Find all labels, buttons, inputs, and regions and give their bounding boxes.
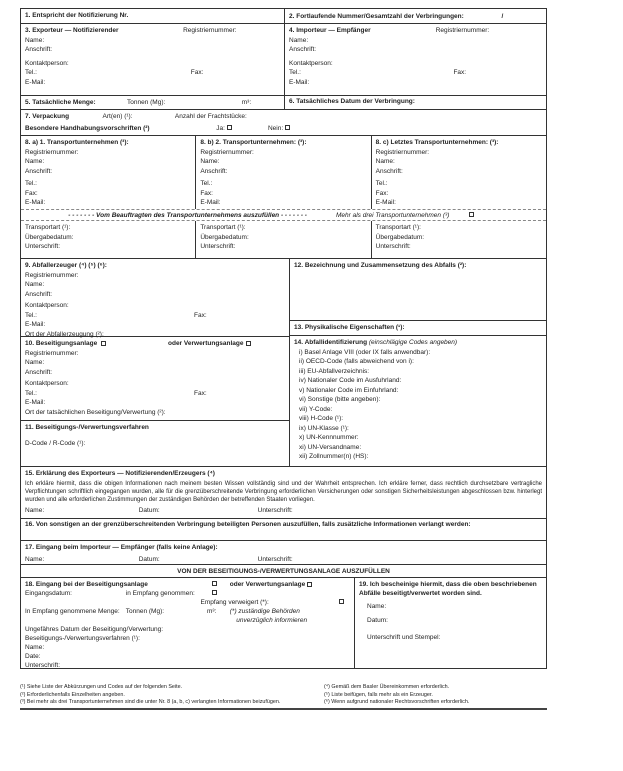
left-column-9-11 <box>21 259 289 466</box>
receipt-recovery-facility-checkbox[interactable] <box>307 582 312 587</box>
notify-authorities-note-line1: (*) zuständige Behörden <box>229 608 300 615</box>
fax-label: Fax: <box>200 189 213 197</box>
row-packaging <box>21 110 546 136</box>
section-9-title: 9. Abfallerzeuger (⁴) (⁵) (⁶): <box>25 262 107 269</box>
waste-code-h: viii) H-Code (¹): <box>299 415 344 422</box>
section-5-quantity <box>21 96 284 109</box>
section-8a-title: 8. a) 1. Transportunternehmen (³): <box>25 139 129 146</box>
serial-slash: / <box>501 13 504 20</box>
fax-label: Fax: <box>190 69 204 76</box>
section-19-certificate <box>354 578 546 668</box>
section-11-title: 11. Beseitigungs-/Verwertungsverfahren <box>25 424 149 431</box>
notify-authorities-note-line2: unverzüglich informieren <box>236 617 308 624</box>
transfer-date-label: Übergabedatum: <box>375 233 425 241</box>
section-16-title: 16. Von sonstigen an der grenzüberschreitenden Verbringung beteiligten Personen auszufüllen, falls zusätzliche Informationen verlangt werden: <box>25 521 471 528</box>
row-generator-waste <box>21 259 546 467</box>
declaration-text: Ich erkläre hiermit, dass die obigen Informationen nach meinem besten Wissen vollständig sind und der Wahrheit entsprechen. Ich erkläre ferner, dass rechtlich durchsetzbare vertragliche Verpflichtungen schriftlich eingegangen wurden, alle für die grenzüberschreitende Verbringung erforderlichen Versicherungen oder sonstigen Sicherheitsleistungen abgeschlossen bzw. hinterlegt wurden und alle erforderlichen Zustimmungen der zuständigen Behörden der betreffenden Staaten vorliegen. <box>25 480 542 503</box>
waste-code-import-country: v) Nationaler Code im Einfuhrland: <box>299 386 399 394</box>
row-facility-receipt <box>21 578 546 668</box>
carrier-2-signature <box>195 221 370 258</box>
means-of-transport-label: Transportart (¹): <box>375 224 421 231</box>
address-label: Anschrift: <box>200 167 228 175</box>
registration-number-label: Registriernummer: <box>25 271 79 279</box>
waste-movement-form <box>20 8 547 669</box>
fax-label: Fax: <box>375 189 389 197</box>
d-r-code-label: D-Code / R-Code (¹): <box>25 439 86 447</box>
facility-banner-title: VON DER BESEITIGUNGS-/VERWERTUNGSANLAGE AUSZUFÜLLEN <box>177 568 390 575</box>
waste-code-eu-list: iii) EU-Abfallverzeichnis: <box>299 367 370 375</box>
section-4-importer <box>284 24 546 95</box>
carrier-1-signature <box>21 221 195 258</box>
received-label: in Empfang genommen: <box>125 590 195 597</box>
section-10-title: 10. Beseitigungsanlage <box>25 340 98 347</box>
rejected-label: Empfang verweigert (*): <box>200 599 269 606</box>
waste-code-customs: xii) Zollnummer(n) (HS): <box>299 453 369 460</box>
cubic-metres-label: m³: <box>241 99 252 106</box>
email-label: E-Mail: <box>25 199 46 206</box>
fax-label: Fax: <box>194 311 207 319</box>
signature-label: Unterschrift: <box>257 506 293 514</box>
name-label: Name: <box>25 359 45 366</box>
email-label: E-Mail: <box>289 78 310 86</box>
yes-label: Ja: <box>216 124 232 134</box>
footnote-6: (⁶) Wenn aufgrund nationaler Rechtsvorschriften erforderlich. <box>324 699 470 706</box>
section-19-title: 19. Ich bescheinige hiermit, dass die oben beschriebenen Abfälle beseitigt/verwertet worden sind. <box>359 581 537 597</box>
section-5-title: 5. Tatsächliche Menge: <box>25 99 96 106</box>
tel-label: Tel.: <box>200 180 213 187</box>
registration-number-label: Registriernummer: <box>435 27 490 34</box>
row-carriers <box>21 136 546 210</box>
rejected-checkbox[interactable] <box>339 599 344 604</box>
signature-label: Unterschrift: <box>375 243 411 250</box>
means-of-transport-label: Transportart (¹): <box>25 224 71 231</box>
approx-treatment-date-label: Ungefähres Datum der Beseitigung/Verwertung: <box>25 626 164 633</box>
signature-label: Unterschrift: <box>257 555 293 563</box>
waste-code-basel: i) Basel Anlage VIII (oder IX falls anwendbar): <box>299 348 431 356</box>
contact-person-label: Kontaktperson: <box>25 302 69 309</box>
receipt-disposal-facility-checkbox[interactable] <box>212 581 217 586</box>
operation-code-label: Beseitigungs-/Verwertungsverfahren (¹): <box>25 635 140 642</box>
receipt-date-label: Eingangsdatum: <box>25 590 72 597</box>
transfer-date-label: Übergabedatum: <box>200 233 249 241</box>
tel-label: Tel.: <box>25 389 37 397</box>
section-1 <box>21 9 284 23</box>
tonnes-label: Tonnen (Mg): <box>127 99 166 106</box>
section-12-title: 12. Bezeichnung und Zusammensetzung des Abfalls (²): <box>294 262 467 269</box>
section-14-identification <box>290 336 546 465</box>
contact-person-label: Kontaktperson: <box>289 59 333 67</box>
address-label: Anschrift: <box>25 368 53 376</box>
row-quantity-date <box>21 96 546 110</box>
or-recovery-facility-label: oder Verwertungsanlage <box>168 339 251 349</box>
name-label: Name: <box>289 36 309 44</box>
section-9-generator <box>21 259 289 337</box>
no-label: Nein: <box>268 124 290 134</box>
section-1-title: 1. Entspricht der Notifizierung Nr. <box>25 12 129 19</box>
section-8c-title: 8. c) Letztes Transportunternehmen: (³): <box>375 139 499 146</box>
email-label: E-Mail: <box>25 321 46 328</box>
special-handling-yes-checkbox[interactable] <box>227 125 232 130</box>
email-label: E-Mail: <box>375 199 396 206</box>
fill-by-carrier-label: - - - - - - - Vom Beauftragten des Transportunternehmens auszufüllen - - - - - - - <box>68 212 307 219</box>
section-7-title: 7. Verpackung <box>25 113 70 120</box>
section-6-title: 6. Tatsächliches Datum der Verbringung: <box>289 98 415 105</box>
carrier-representative-header <box>21 210 546 221</box>
special-handling-label: Besondere Handhabungsvorschriften (²) <box>25 124 150 132</box>
section-8a-carrier <box>21 136 195 209</box>
contact-person-label: Kontaktperson: <box>25 380 69 387</box>
section-2 <box>284 9 546 23</box>
date-label: Datum: <box>138 555 160 563</box>
name-label: Name: <box>25 281 45 288</box>
section-7-packaging <box>21 110 546 135</box>
tel-label: Tel.: <box>25 180 37 187</box>
date-label: Date: <box>25 653 41 660</box>
tel-label: Tel.: <box>375 180 388 187</box>
fax-label: Fax: <box>194 389 207 397</box>
email-label: E-Mail: <box>25 399 46 406</box>
row-notification <box>21 9 546 24</box>
packaging-types-label: Art(en) (¹): <box>102 113 133 120</box>
email-label: E-Mail: <box>25 78 46 86</box>
carrier-3-signature <box>371 221 546 258</box>
cubic-metres-label: m³: <box>207 608 217 615</box>
registration-number-label: Registriernummer: <box>183 27 237 34</box>
date-label: Datum: <box>367 616 388 624</box>
name-label: Name: <box>375 158 395 165</box>
name-label: Name: <box>25 555 45 563</box>
waste-code-un-shipping-name: xi) UN-Versandname: <box>299 443 362 451</box>
email-label: E-Mail: <box>200 199 221 206</box>
recovery-facility-checkbox[interactable] <box>246 341 251 346</box>
transfer-date-label: Übergabedatum: <box>25 233 74 241</box>
section-3-title: 3. Exporteur — Notifizierender <box>25 27 119 34</box>
section-6-date <box>284 96 546 109</box>
footnote-5: (⁵) Liste beifügen, falls mehr als ein Erzeuger. <box>324 691 433 698</box>
section-18-facility-receipt <box>21 578 354 668</box>
more-than-three-carriers-label: Mehr als drei Transportunternehmen (³) <box>336 212 450 219</box>
name-label: Name: <box>25 36 45 44</box>
name-label: Name: <box>200 158 220 165</box>
name-label: Name: <box>25 644 45 651</box>
section-10-facility <box>21 337 289 421</box>
fax-label: Fax: <box>453 69 467 76</box>
registration-number-label: Registriernummer: <box>25 349 79 357</box>
tel-label: Tel.: <box>25 311 37 319</box>
waste-code-export-country: iv) Nationaler Code im Ausfuhrland: <box>299 377 402 384</box>
waste-code-other: vi) Sonstige (bitte angeben): <box>299 396 381 403</box>
footnote-3: (³) Bei mehr als drei Transportunternehmen sind die unter Nr. 8 (a, b, c) verlangten Informationen beizufügen. <box>20 699 281 706</box>
footnotes-right <box>324 684 469 707</box>
name-label: Name: <box>25 158 45 165</box>
signature-label: Unterschrift: <box>25 243 61 250</box>
waste-code-y: vii) Y-Code: <box>299 405 333 413</box>
address-label: Anschrift: <box>375 167 403 175</box>
tel-label: Tel.: <box>25 69 37 76</box>
section-17-importer-receipt <box>21 541 546 564</box>
footnote-2: (²) Erforderlichenfalls Einzelheiten angeben. <box>20 691 125 698</box>
row-importer-receipt <box>21 541 546 565</box>
address-label: Anschrift: <box>25 46 53 53</box>
row-declaration <box>21 467 546 519</box>
address-label: Anschrift: <box>25 167 53 175</box>
special-handling-no-checkbox[interactable] <box>285 125 290 130</box>
section-14-title: 14. Abfallidentifizierung <box>294 339 368 346</box>
name-label: Name: <box>367 603 387 610</box>
row-other-parties <box>21 519 546 541</box>
received-checkbox[interactable] <box>212 590 217 595</box>
disposal-facility-checkbox[interactable] <box>101 341 106 346</box>
registration-number-label: Registriernummer: <box>200 148 254 156</box>
waste-code-un-class: ix) UN-Klasse (¹): <box>299 424 349 432</box>
means-of-transport-label: Transportart (¹): <box>200 224 246 231</box>
waste-code-un-number: x) UN-Kennnummer: <box>299 434 359 441</box>
section-3-exporter <box>21 24 284 95</box>
more-than-three-carriers-checkbox[interactable] <box>469 212 474 217</box>
waste-code-oecd: ii) OECD-Code (falls abweichend von i): <box>299 358 414 365</box>
section-8b-title: 8. b) 2. Transportunternehmen: (³): <box>200 139 307 146</box>
section-15-declaration <box>21 467 546 518</box>
footnotes <box>20 684 547 710</box>
row-facility-banner <box>21 565 546 578</box>
tonnes-label: Tonnen (Mg): <box>125 608 165 615</box>
row-exporter-importer <box>21 24 546 96</box>
signature-stamp-label: Unterschrift und Stempel: <box>367 634 441 641</box>
address-label: Anschrift: <box>25 290 53 298</box>
signature-label: Unterschrift: <box>200 243 236 250</box>
contact-person-label: Kontaktperson: <box>25 59 69 67</box>
section-12-designation <box>290 259 546 321</box>
fax-label: Fax: <box>25 189 38 197</box>
received-quantity-label: In Empfang genommene Menge: <box>25 608 120 615</box>
site-of-treatment-label: Ort der tatsächlichen Beseitigung/Verwertung (²): <box>25 408 166 416</box>
or-recovery-facility-label: oder Verwertungsanlage <box>230 580 313 589</box>
site-of-generation-label: Ort der Abfallerzeugung (²): <box>25 330 104 338</box>
footnote-4: (⁴) Gemäß dem Basler Übereinkommen erforderlich. <box>324 684 450 690</box>
carrier-signature-columns <box>21 221 546 258</box>
row-carrier-representative <box>21 210 546 259</box>
section-17-title: 17. Eingang beim Importeur — Empfänger (falls keine Anlage): <box>25 544 218 551</box>
right-column-12-14 <box>289 259 546 466</box>
footnotes-left <box>20 684 280 707</box>
section-4-title: 4. Importeur — Empfänger <box>289 27 371 34</box>
registration-number-label: Registriernummer: <box>25 148 79 156</box>
section-2-title: 2. Fortlaufende Nummer/Gesamtzahl der Verbringungen: <box>289 13 464 20</box>
number-of-packages-label: Anzahl der Frachtstücke: <box>174 113 247 120</box>
name-label: Name: <box>25 506 45 514</box>
address-label: Anschrift: <box>289 46 317 53</box>
section-18-title: 18. Eingang bei der Beseitigungsanlage <box>25 581 148 588</box>
section-11-operation <box>21 421 289 464</box>
section-8b-carrier <box>195 136 370 209</box>
section-8c-carrier <box>371 136 546 209</box>
section-16-other-parties <box>21 519 546 540</box>
registration-number-label: Registriernummer: <box>375 148 430 156</box>
section-13-title: 13. Physikalische Eigenschaften (¹): <box>294 324 405 331</box>
section-14-subtitle: (einschlägige Codes angeben) <box>368 339 458 346</box>
date-label: Datum: <box>138 506 160 514</box>
tel-label: Tel.: <box>289 69 301 76</box>
footnote-1: (¹) Siehe Liste der Abkürzungen und Codes auf der folgenden Seite. <box>20 684 183 690</box>
section-13-physical <box>290 321 546 336</box>
section-15-title: 15. Erklärung des Exporteurs — Notifizierenden/Erzeugers (⁴) <box>25 470 215 477</box>
signature-label: Unterschrift: <box>25 662 61 668</box>
